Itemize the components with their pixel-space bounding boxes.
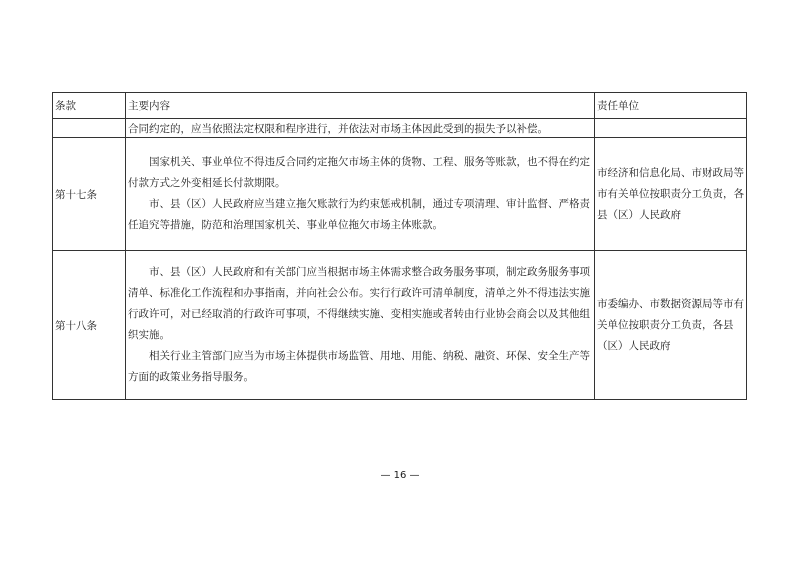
content-paragraph: 国家机关、事业单位不得违反合同约定拖欠市场主体的货物、工程、服务等账款，也不得在约定付款方式之外变相延长付款期限。 <box>128 156 590 189</box>
header-article: 条款 <box>53 93 126 119</box>
page-number: — 16 — <box>380 470 420 481</box>
cell-responsible: 市委编办、市数据资源局等市有关单位按职责分工负责，各县（区）人民政府 <box>595 251 747 400</box>
table-header-row <box>53 93 747 119</box>
cell-content <box>126 138 595 251</box>
table-row-continuation <box>53 119 747 138</box>
header-content: 主要内容 <box>126 93 595 119</box>
cell-continuation-content: 合同约定的，应当依照法定权限和程序进行，并依法对市场主体因此受到的损失予以补偿。 <box>126 119 595 138</box>
table-row <box>53 251 747 400</box>
header-responsible: 责任单位 <box>595 93 747 119</box>
cell-content <box>126 251 595 400</box>
content-paragraph: 相关行业主管部门应当为市场主体提供市场监管、用地、用能、纳税、融资、环保、安全生产等方面的政策业务指导服务。 <box>128 350 590 383</box>
cell-article: 第十八条 <box>53 251 126 400</box>
regulation-table <box>52 92 747 400</box>
cell-article: 第十七条 <box>53 138 126 251</box>
table-row <box>53 138 747 251</box>
cell-continuation-responsible <box>595 119 747 138</box>
content-paragraph: 市、县（区）人民政府应当建立拖欠账款行为约束惩戒机制，通过专项清理、审计监督、严格责任追究等措施，防范和治理国家机关、事业单位拖欠市场主体账款。 <box>128 198 590 231</box>
cell-article-empty <box>53 119 126 138</box>
cell-responsible: 市经济和信息化局、市财政局等市有关单位按职责分工负责，各县（区）人民政府 <box>595 138 747 251</box>
content-paragraph: 市、县（区）人民政府和有关部门应当根据市场主体需求整合政务服务事项，制定政务服务事项清单、标准化工作流程和办事指南，并向社会公布。实行行政许可清单制度，清单之外不得违法实施行政许可，对已经取消的行政许可事项，不得继续实施、变相实施或者转由行业协会商会以及其他组织实施。 <box>128 266 590 341</box>
